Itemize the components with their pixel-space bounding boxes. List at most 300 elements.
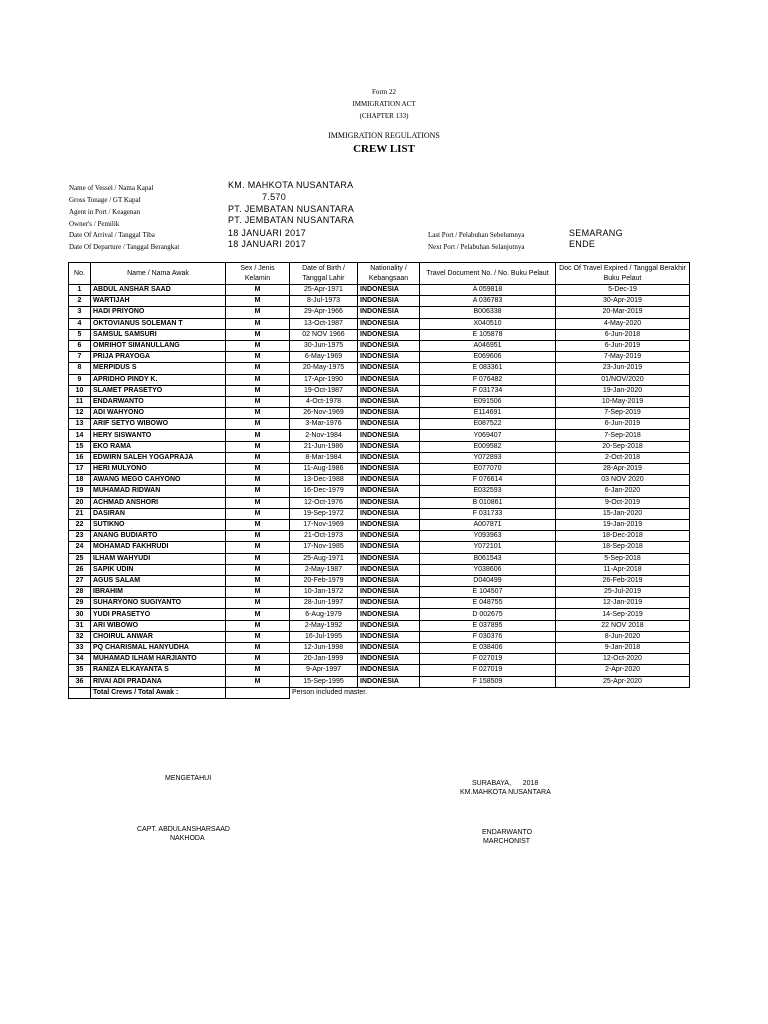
crew-doc-exp: 14-Sep-2019 bbox=[556, 609, 690, 620]
crew-nationality: INDONESIA bbox=[358, 385, 420, 396]
crew-doc-no: Y038606 bbox=[420, 564, 556, 575]
crew-doc-exp: 5-Sep-2018 bbox=[556, 553, 690, 564]
table-row bbox=[69, 620, 690, 631]
crew-dob: 20-Jan-1999 bbox=[290, 654, 358, 665]
crew-sex: M bbox=[226, 654, 290, 665]
table-row bbox=[69, 374, 690, 385]
crew-doc-exp: 5-Dec-19 bbox=[556, 285, 690, 296]
table-row bbox=[69, 508, 690, 519]
crew-nationality: INDONESIA bbox=[358, 631, 420, 642]
crew-name: EKO RAMA bbox=[91, 441, 226, 452]
signer-role: MARCHONIST bbox=[483, 838, 531, 845]
crew-no: 22 bbox=[69, 519, 91, 530]
crew-doc-no: E 038406 bbox=[420, 643, 556, 654]
crew-doc-exp: 19-Jan-2019 bbox=[556, 519, 690, 530]
crew-dob: 15-Sep-1995 bbox=[290, 676, 358, 687]
table-row bbox=[69, 497, 690, 508]
crew-name: AGUS SALAM bbox=[91, 575, 226, 586]
table-row bbox=[69, 609, 690, 620]
crew-dob: 16-Dec-1979 bbox=[290, 486, 358, 497]
arrival-value: 18 JANUARI 2017 bbox=[228, 228, 307, 238]
crew-nationality: INDONESIA bbox=[358, 575, 420, 586]
crew-sex: M bbox=[226, 296, 290, 307]
crew-dob: 17-Apr-1990 bbox=[290, 374, 358, 385]
crew-sex: M bbox=[226, 408, 290, 419]
crew-nationality: INDONESIA bbox=[358, 374, 420, 385]
crew-sex: M bbox=[226, 497, 290, 508]
crew-nationality: INDONESIA bbox=[358, 609, 420, 620]
crew-name: HADI PRIYONO bbox=[91, 307, 226, 318]
crew-doc-no: E 083361 bbox=[420, 363, 556, 374]
crew-no: 2 bbox=[69, 296, 91, 307]
table-row bbox=[69, 575, 690, 586]
crew-doc-no: E009582 bbox=[420, 441, 556, 452]
table-row bbox=[69, 408, 690, 419]
crew-doc-no: F 027019 bbox=[420, 654, 556, 665]
crew-dob: 21-Jun-1986 bbox=[290, 441, 358, 452]
crew-sex: M bbox=[226, 363, 290, 374]
crew-sex: M bbox=[226, 452, 290, 463]
crew-no: 25 bbox=[69, 553, 91, 564]
form-number: Form 22 bbox=[372, 88, 396, 96]
crew-dob: 20-May-1975 bbox=[290, 363, 358, 374]
crew-nationality: INDONESIA bbox=[358, 441, 420, 452]
crew-name: SUTIKNO bbox=[91, 519, 226, 530]
crew-doc-exp: 8-Jun-2020 bbox=[556, 631, 690, 642]
crew-name: MOHAMAD FAKHRUDI bbox=[91, 542, 226, 553]
crew-sex: M bbox=[226, 508, 290, 519]
crew-doc-no: X040510 bbox=[420, 318, 556, 329]
crew-name: CHOIRUL ANWAR bbox=[91, 631, 226, 642]
crew-doc-exp: 11-Apr-2018 bbox=[556, 564, 690, 575]
table-row bbox=[69, 419, 690, 430]
crew-dob: 6-Aug-1979 bbox=[290, 609, 358, 620]
table-row bbox=[69, 452, 690, 463]
crew-name: SUHARYONO SUGIYANTO bbox=[91, 598, 226, 609]
crew-dob: 25-Apr-1971 bbox=[290, 285, 358, 296]
crew-dob: 25-Aug-1971 bbox=[290, 553, 358, 564]
next-port-value: ENDE bbox=[569, 239, 596, 249]
crew-doc-exp: 9-Jan-2018 bbox=[556, 643, 690, 654]
table-row bbox=[69, 430, 690, 441]
acknowledge-title: MENGETAHUI bbox=[165, 775, 212, 782]
table-row bbox=[69, 363, 690, 374]
crew-doc-no: B061543 bbox=[420, 553, 556, 564]
total-note: Person included master. bbox=[290, 687, 690, 698]
crew-doc-no: E069606 bbox=[420, 352, 556, 363]
crew-nationality: INDONESIA bbox=[358, 318, 420, 329]
crew-sex: M bbox=[226, 643, 290, 654]
crew-sex: M bbox=[226, 396, 290, 407]
table-row bbox=[69, 531, 690, 542]
crew-no: 19 bbox=[69, 486, 91, 497]
crew-no: 12 bbox=[69, 408, 91, 419]
last-port-value: SEMARANG bbox=[569, 228, 623, 238]
crew-name: ABDUL ANSHAR SAAD bbox=[91, 285, 226, 296]
crew-doc-exp: 18-Sep-2018 bbox=[556, 542, 690, 553]
crew-doc-no: Y072101 bbox=[420, 542, 556, 553]
table-row bbox=[69, 631, 690, 642]
crew-doc-no: A007871 bbox=[420, 519, 556, 530]
crew-dob: 13-Dec-1988 bbox=[290, 475, 358, 486]
crew-doc-exp: 23-Jun-2019 bbox=[556, 363, 690, 374]
last-port-label: Last Port / Pelabuhan Sebelumnya bbox=[428, 231, 525, 239]
crew-doc-exp: 01/NOV/2020 bbox=[556, 374, 690, 385]
crew-nationality: INDONESIA bbox=[358, 396, 420, 407]
crew-dob: 8-Jul-1973 bbox=[290, 296, 358, 307]
crew-dob: 10-Jan-1972 bbox=[290, 587, 358, 598]
crew-nationality: INDONESIA bbox=[358, 620, 420, 631]
crew-name: IBRAHIM bbox=[91, 587, 226, 598]
crew-nationality: INDONESIA bbox=[358, 553, 420, 564]
crew-no: 27 bbox=[69, 575, 91, 586]
crew-doc-exp: 4-May-2020 bbox=[556, 318, 690, 329]
crew-dob: 8-Mar-1984 bbox=[290, 452, 358, 463]
crew-dob: 30-Jun-1975 bbox=[290, 340, 358, 351]
crew-doc-no: F 076482 bbox=[420, 374, 556, 385]
crew-no: 3 bbox=[69, 307, 91, 318]
crew-doc-no: F 031734 bbox=[420, 385, 556, 396]
crew-sex: M bbox=[226, 553, 290, 564]
crew-doc-exp: 6-Jun-2019 bbox=[556, 419, 690, 430]
crew-dob: 21-Oct-1973 bbox=[290, 531, 358, 542]
col-header-dob: Date of Birth / Tanggal Lahir bbox=[290, 263, 358, 285]
crew-name: WARTIJAH bbox=[91, 296, 226, 307]
crew-doc-exp: 2-Oct-2018 bbox=[556, 452, 690, 463]
crew-doc-no: A 036783 bbox=[420, 296, 556, 307]
crew-name: DASIRAN bbox=[91, 508, 226, 519]
page-title: CREW LIST bbox=[353, 143, 415, 155]
crew-name: ADI WAHYONO bbox=[91, 408, 226, 419]
crew-no: 1 bbox=[69, 285, 91, 296]
crew-doc-exp: 03 NOV 2020 bbox=[556, 475, 690, 486]
crew-name: AWANG MEGO CAHYONO bbox=[91, 475, 226, 486]
departure-label: Date Of Departure / Tanggal Berangkat bbox=[69, 243, 180, 251]
crew-name: SLAMET PRASETYO bbox=[91, 385, 226, 396]
crew-name: OKTOVIANUS SOLEMAN T bbox=[91, 318, 226, 329]
crew-name: ARIF SETYO WIBOWO bbox=[91, 419, 226, 430]
crew-doc-exp: 10-May-2019 bbox=[556, 396, 690, 407]
crew-no: 26 bbox=[69, 564, 91, 575]
crew-no: 24 bbox=[69, 542, 91, 553]
crew-dob: 28-Jun-1997 bbox=[290, 598, 358, 609]
crew-doc-no: B 010861 bbox=[420, 497, 556, 508]
crew-no: 7 bbox=[69, 352, 91, 363]
crew-no: 8 bbox=[69, 363, 91, 374]
table-row bbox=[69, 553, 690, 564]
crew-dob: 26-Nov-1969 bbox=[290, 408, 358, 419]
table-row bbox=[69, 665, 690, 676]
crew-no: 23 bbox=[69, 531, 91, 542]
crew-doc-no: Y072893 bbox=[420, 452, 556, 463]
crew-dob: 12-Jun-1998 bbox=[290, 643, 358, 654]
table-row bbox=[69, 564, 690, 575]
crew-dob: 13-Oct-1987 bbox=[290, 318, 358, 329]
crew-name: PQ CHARISMAL HANYUDHA bbox=[91, 643, 226, 654]
crew-no: 16 bbox=[69, 452, 91, 463]
crew-doc-exp: 12-Jan-2019 bbox=[556, 598, 690, 609]
crew-sex: M bbox=[226, 564, 290, 575]
crew-name: OMRIHOT SIMANULLANG bbox=[91, 340, 226, 351]
crew-sex: M bbox=[226, 430, 290, 441]
crew-dob: 16-Jul-1995 bbox=[290, 631, 358, 642]
crew-sex: M bbox=[226, 542, 290, 553]
crew-no: 4 bbox=[69, 318, 91, 329]
crew-sex: M bbox=[226, 587, 290, 598]
crew-no: 5 bbox=[69, 329, 91, 340]
crew-dob: 02 NOV 1966 bbox=[290, 329, 358, 340]
departure-value: 18 JANUARI 2017 bbox=[228, 239, 307, 249]
crew-sex: M bbox=[226, 676, 290, 687]
crew-doc-exp: 7-May-2019 bbox=[556, 352, 690, 363]
crew-doc-no: A 059818 bbox=[420, 285, 556, 296]
crew-name: RANIZA ELKAYANTA S bbox=[91, 665, 226, 676]
vessel-value: KM. MAHKOTA NUSANTARA bbox=[228, 180, 354, 190]
arrival-label: Date Of Arrival / Tanggal Tiba bbox=[69, 231, 155, 239]
crew-sex: M bbox=[226, 285, 290, 296]
agent-label: Agent in Port / Keagenan bbox=[69, 208, 141, 216]
crew-no: 18 bbox=[69, 475, 91, 486]
table-row bbox=[69, 464, 690, 475]
table-row bbox=[69, 318, 690, 329]
crew-nationality: INDONESIA bbox=[358, 676, 420, 687]
crew-doc-exp: 15-Jan-2020 bbox=[556, 508, 690, 519]
crew-no: 28 bbox=[69, 587, 91, 598]
crew-table-body bbox=[69, 285, 690, 688]
crew-sex: M bbox=[226, 631, 290, 642]
crew-name: ENDARWANTO bbox=[91, 396, 226, 407]
crew-dob: 9-Apr-1997 bbox=[290, 665, 358, 676]
chapter-title: (CHAPTER 133) bbox=[359, 112, 409, 120]
crew-sex: M bbox=[226, 464, 290, 475]
crew-nationality: INDONESIA bbox=[358, 340, 420, 351]
total-no-cell bbox=[69, 687, 91, 698]
crew-name: MUHAMAD RIDWAN bbox=[91, 486, 226, 497]
table-row bbox=[69, 329, 690, 340]
crew-no: 14 bbox=[69, 430, 91, 441]
crew-doc-exp: 20-Mar-2019 bbox=[556, 307, 690, 318]
crew-nationality: INDONESIA bbox=[358, 296, 420, 307]
crew-doc-no: D 002675 bbox=[420, 609, 556, 620]
vessel-label: Name of Vessel / Nama Kapal bbox=[69, 184, 154, 192]
crew-doc-no: D040499 bbox=[420, 575, 556, 586]
table-row bbox=[69, 285, 690, 296]
crew-no: 30 bbox=[69, 609, 91, 620]
table-row bbox=[69, 654, 690, 665]
crew-doc-no: A046951 bbox=[420, 340, 556, 351]
crew-name: SAMSUL SAMSURI bbox=[91, 329, 226, 340]
col-header-doc-no: Travel Document No. / No. Buku Pelaut bbox=[420, 263, 556, 285]
crew-dob: 17-Nov-1985 bbox=[290, 542, 358, 553]
crew-doc-exp: 19-Jan-2020 bbox=[556, 385, 690, 396]
table-row bbox=[69, 676, 690, 687]
crew-no: 33 bbox=[69, 643, 91, 654]
crew-doc-no: Y069407 bbox=[420, 430, 556, 441]
crew-no: 36 bbox=[69, 676, 91, 687]
crew-sex: M bbox=[226, 598, 290, 609]
crew-name: ILHAM WAHYUDI bbox=[91, 553, 226, 564]
crew-doc-no: B006338 bbox=[420, 307, 556, 318]
tonage-label: Gross Tonage / GT Kapal bbox=[69, 196, 141, 204]
table-row bbox=[69, 598, 690, 609]
crew-nationality: INDONESIA bbox=[358, 419, 420, 430]
crew-doc-no: F 030376 bbox=[420, 631, 556, 642]
col-header-name: Name / Nama Awak bbox=[91, 263, 226, 285]
crew-sex: M bbox=[226, 340, 290, 351]
crew-sex: M bbox=[226, 441, 290, 452]
crew-dob: 17-Nov-1969 bbox=[290, 519, 358, 530]
table-row bbox=[69, 475, 690, 486]
crew-doc-exp: 6-Jun-2018 bbox=[556, 329, 690, 340]
col-header-no: No. bbox=[69, 263, 91, 285]
crew-doc-exp: 22 NOV 2018 bbox=[556, 620, 690, 631]
owner-value: PT. JEMBATAN NUSANTARA bbox=[228, 215, 355, 225]
crew-sex: M bbox=[226, 352, 290, 363]
crew-doc-exp: 7-Sep-2018 bbox=[556, 430, 690, 441]
crew-nationality: INDONESIA bbox=[358, 352, 420, 363]
crew-sex: M bbox=[226, 374, 290, 385]
crew-doc-no: F 031733 bbox=[420, 508, 556, 519]
crew-nationality: INDONESIA bbox=[358, 452, 420, 463]
signer-name: ENDARWANTO bbox=[482, 829, 533, 836]
crew-no: 32 bbox=[69, 631, 91, 642]
col-header-sex: Sex / Jenis Kelamin bbox=[226, 263, 290, 285]
crew-sex: M bbox=[226, 519, 290, 530]
crew-doc-exp: 6-Jun-2019 bbox=[556, 340, 690, 351]
crew-name: ACHMAD ANSHORI bbox=[91, 497, 226, 508]
next-port-label: Next Port / Pelabuhan Selanjutnya bbox=[428, 243, 525, 251]
total-sex-cell bbox=[226, 687, 290, 698]
crew-doc-no: E091506 bbox=[420, 396, 556, 407]
crew-nationality: INDONESIA bbox=[358, 497, 420, 508]
crew-name: RIVAI ADI PRADANA bbox=[91, 676, 226, 687]
crew-nationality: INDONESIA bbox=[358, 307, 420, 318]
crew-no: 15 bbox=[69, 441, 91, 452]
crew-nationality: INDONESIA bbox=[358, 531, 420, 542]
crew-nationality: INDONESIA bbox=[358, 542, 420, 553]
crew-no: 21 bbox=[69, 508, 91, 519]
crew-doc-exp: 26-Feb-2019 bbox=[556, 575, 690, 586]
crew-dob: 19-Sep-1972 bbox=[290, 508, 358, 519]
table-row bbox=[69, 643, 690, 654]
crew-nationality: INDONESIA bbox=[358, 475, 420, 486]
crew-name: HERY SISWANTO bbox=[91, 430, 226, 441]
crew-sex: M bbox=[226, 307, 290, 318]
crew-nationality: INDONESIA bbox=[358, 564, 420, 575]
crew-doc-exp: 9-Oct-2019 bbox=[556, 497, 690, 508]
crew-nationality: INDONESIA bbox=[358, 598, 420, 609]
table-row bbox=[69, 296, 690, 307]
crew-name: MUHAMAD ILHAM HARJIANTO bbox=[91, 654, 226, 665]
crew-name: ARI WIBOWO bbox=[91, 620, 226, 631]
crew-nationality: INDONESIA bbox=[358, 464, 420, 475]
table-row bbox=[69, 486, 690, 497]
crew-doc-exp: 30-Apr-2019 bbox=[556, 296, 690, 307]
crew-dob: 29-Apr-1966 bbox=[290, 307, 358, 318]
crew-dob: 4-Oct-1978 bbox=[290, 396, 358, 407]
col-header-doc-exp: Doc Of Travel Expired / Tanggal Berakhir Buku Pelaut bbox=[556, 263, 690, 285]
crew-sex: M bbox=[226, 609, 290, 620]
crew-doc-exp: 12-Oct-2020 bbox=[556, 654, 690, 665]
crew-no: 13 bbox=[69, 419, 91, 430]
crew-sex: M bbox=[226, 329, 290, 340]
crew-doc-no: E 048755 bbox=[420, 598, 556, 609]
crew-doc-no: F 158509 bbox=[420, 676, 556, 687]
crew-no: 11 bbox=[69, 396, 91, 407]
table-row bbox=[69, 542, 690, 553]
crew-dob: 11-Aug-1986 bbox=[290, 464, 358, 475]
crew-name: HERI MULYONO bbox=[91, 464, 226, 475]
act-title: IMMIGRATION ACT bbox=[352, 100, 416, 108]
crew-no: 6 bbox=[69, 340, 91, 351]
regulations-title: IMMIGRATION REGULATIONS bbox=[328, 131, 440, 140]
crew-dob: 2-May-1987 bbox=[290, 564, 358, 575]
crew-doc-no: E032593 bbox=[420, 486, 556, 497]
crew-sex: M bbox=[226, 475, 290, 486]
crew-doc-exp: 25-Apr-2020 bbox=[556, 676, 690, 687]
crew-name: SAPIK UDIN bbox=[91, 564, 226, 575]
signer-vessel: KM.MAHKOTA NUSANTARA bbox=[460, 789, 551, 796]
crew-table bbox=[68, 262, 690, 699]
crew-doc-no: E077070 bbox=[420, 464, 556, 475]
total-label: Total Crews / Total Awak : bbox=[91, 687, 226, 698]
crew-nationality: INDONESIA bbox=[358, 643, 420, 654]
crew-no: 20 bbox=[69, 497, 91, 508]
crew-sex: M bbox=[226, 531, 290, 542]
crew-doc-no: E 104507 bbox=[420, 587, 556, 598]
crew-name: EDWIRN SALEH YOGAPRAJA bbox=[91, 452, 226, 463]
crew-doc-no: F 076614 bbox=[420, 475, 556, 486]
crew-doc-exp: 2-Apr-2020 bbox=[556, 665, 690, 676]
crew-nationality: INDONESIA bbox=[358, 363, 420, 374]
crew-dob: 2-May-1992 bbox=[290, 620, 358, 631]
crew-nationality: INDONESIA bbox=[358, 654, 420, 665]
crew-nationality: INDONESIA bbox=[358, 486, 420, 497]
total-row bbox=[69, 687, 690, 698]
crew-dob: 3-Mar-1976 bbox=[290, 419, 358, 430]
crew-sex: M bbox=[226, 486, 290, 497]
table-row bbox=[69, 441, 690, 452]
crew-no: 9 bbox=[69, 374, 91, 385]
crew-dob: 19-Oct-1987 bbox=[290, 385, 358, 396]
captain-role: NAKHODA bbox=[170, 835, 205, 842]
crew-nationality: INDONESIA bbox=[358, 519, 420, 530]
table-row bbox=[69, 385, 690, 396]
table-row bbox=[69, 307, 690, 318]
table-header-row bbox=[69, 263, 690, 285]
crew-nationality: INDONESIA bbox=[358, 408, 420, 419]
place-date: SURABAYA, 2018 bbox=[472, 780, 539, 787]
crew-doc-exp: 18-Dec-2018 bbox=[556, 531, 690, 542]
crew-doc-no: E 037895 bbox=[420, 620, 556, 631]
table-row bbox=[69, 587, 690, 598]
crew-doc-no: E 105878 bbox=[420, 329, 556, 340]
crew-nationality: INDONESIA bbox=[358, 508, 420, 519]
crew-doc-no: E087522 bbox=[420, 419, 556, 430]
table-row bbox=[69, 352, 690, 363]
crew-dob: 12-Oct-1976 bbox=[290, 497, 358, 508]
crew-sex: M bbox=[226, 620, 290, 631]
owner-label: Owner's / Pemilik bbox=[69, 220, 120, 228]
crew-name: ANANG BUDIARTO bbox=[91, 531, 226, 542]
table-row bbox=[69, 340, 690, 351]
crew-sex: M bbox=[226, 419, 290, 430]
captain-name: CAPT. ABDULANSHARSAAD bbox=[137, 826, 230, 833]
crew-no: 17 bbox=[69, 464, 91, 475]
crew-no: 35 bbox=[69, 665, 91, 676]
col-header-nationality: Nationality / Kebangsaan bbox=[358, 263, 420, 285]
crew-doc-exp: 25-Jul-2019 bbox=[556, 587, 690, 598]
